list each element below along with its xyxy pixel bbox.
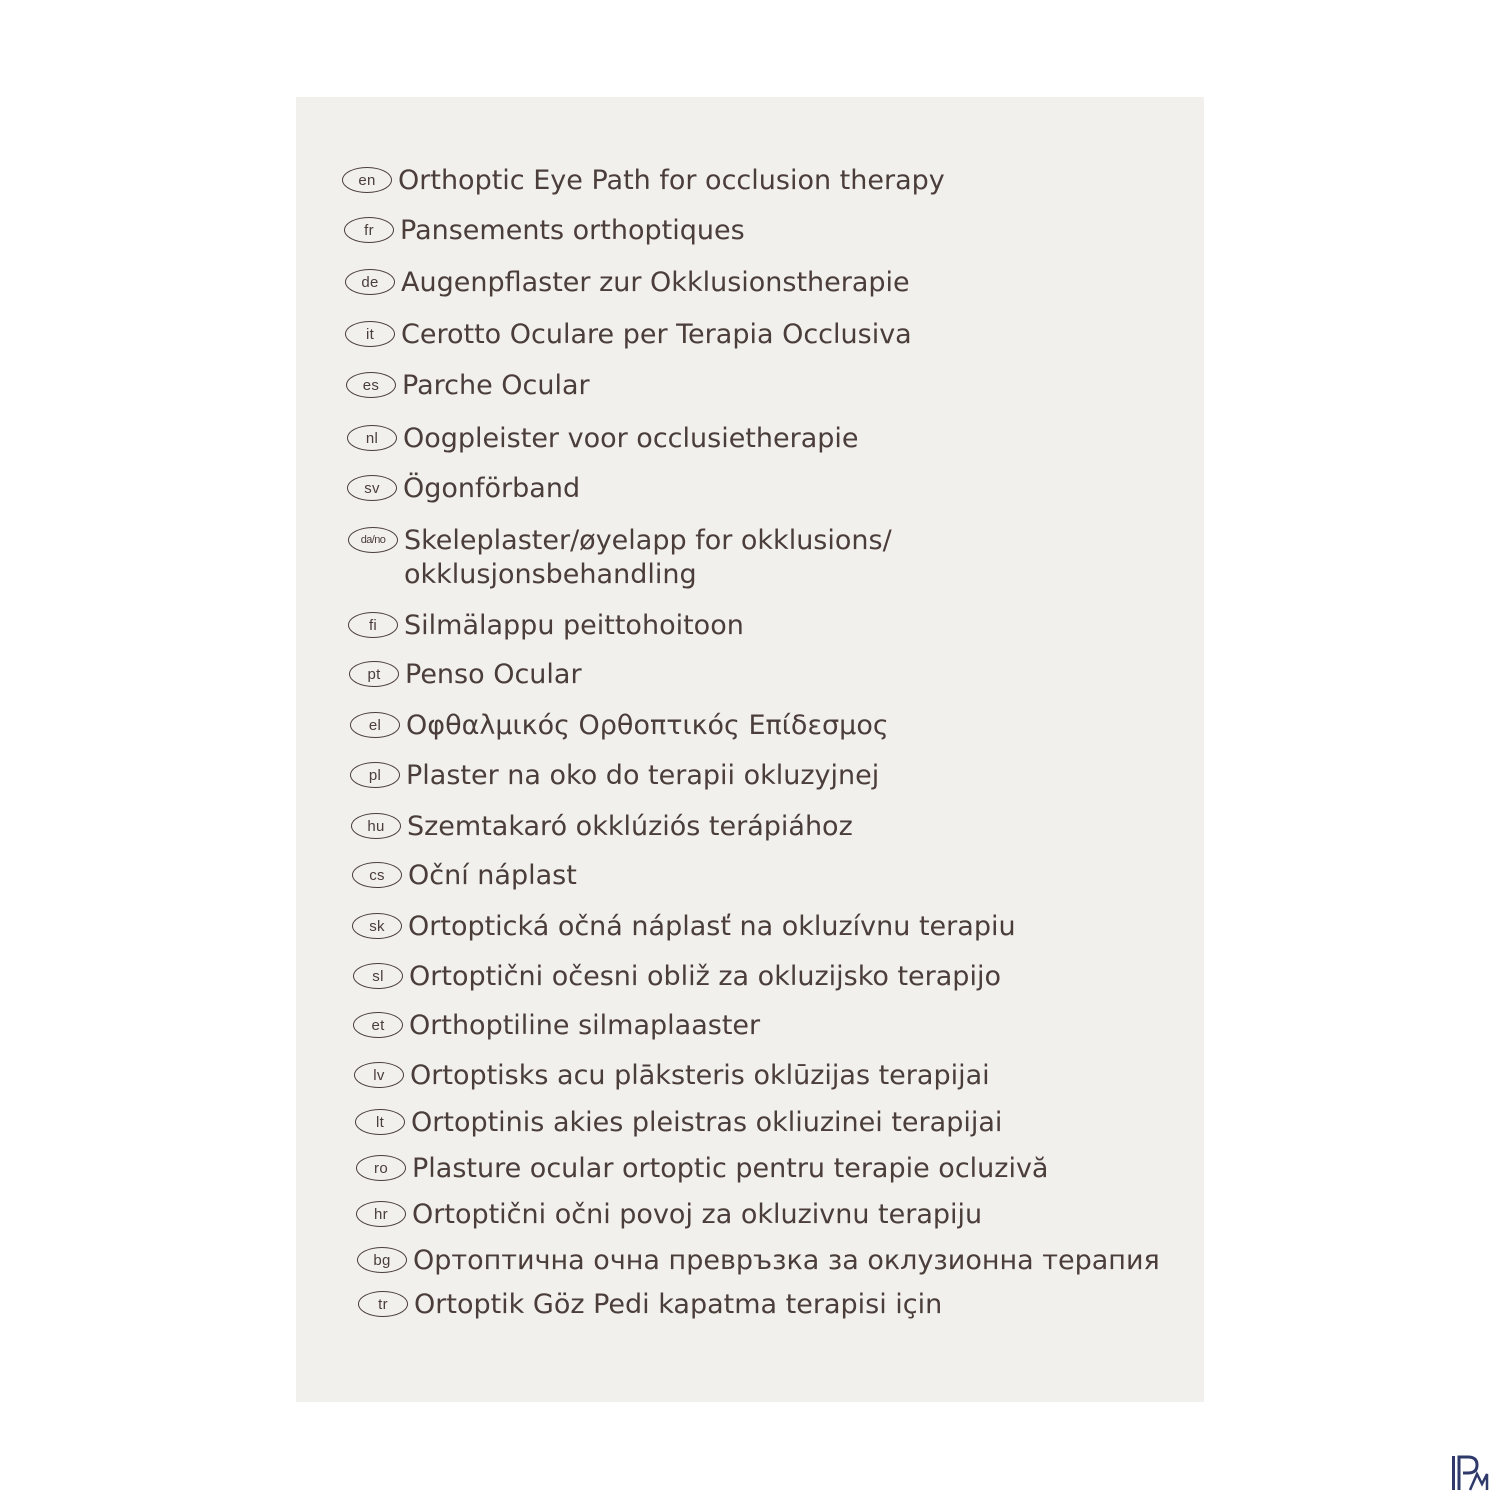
language-row-nl (347, 422, 859, 456)
language-text-el: Οφθαλμικός Ορθοπτικός Επίδεσμος (406, 710, 889, 741)
language-badge-da-no: da/no (348, 527, 398, 553)
language-text-nl: Oogpleister voor occlusietherapie (403, 423, 859, 454)
language-badge-nl: nl (347, 425, 397, 451)
language-text-lv: Ortoptisks acu plāksteris oklūzijas terapijai (410, 1060, 990, 1091)
language-text-pl: Plaster na oko do terapii okluzyjnej (406, 760, 880, 791)
ipm-logo-icon (1450, 1454, 1490, 1492)
language-text-sv: Ögonförband (403, 473, 581, 504)
language-badge-sk: sk (352, 913, 402, 939)
language-row-it (345, 318, 912, 352)
language-text-pt: Penso Ocular (405, 659, 582, 690)
language-badge-lv: lv (354, 1062, 404, 1088)
language-text-et: Orthoptiline silmaplaaster (409, 1010, 761, 1041)
language-badge-bg: bg (357, 1247, 407, 1273)
language-text-de: Augenpflaster zur Okklusionstherapie (401, 267, 910, 298)
language-badge-es: es (346, 372, 396, 398)
language-text-hu: Szemtakaró okklúziós terápiához (407, 811, 853, 842)
language-badge-et: et (353, 1012, 403, 1038)
language-badge-de: de (345, 269, 395, 295)
language-text-tr: Ortoptik Göz Pedi kapatma terapisi için (414, 1289, 943, 1320)
language-row-tr (358, 1288, 942, 1322)
language-row-de (345, 266, 910, 300)
language-badge-fr: fr (344, 217, 394, 243)
language-text-da-no: Skeleplaster/øyelapp for okklusions/ okklusjonsbehandling (404, 525, 892, 590)
language-row-hu (351, 810, 853, 844)
language-text-it: Cerotto Oculare per Terapia Occlusiva (401, 319, 912, 350)
language-text-fi: Silmälappu peittohoitoon (404, 610, 744, 641)
language-badge-pl: pl (350, 762, 400, 788)
language-text-en: Orthoptic Eye Path for occlusion therapy (398, 165, 945, 196)
language-row-sl (353, 960, 1001, 994)
language-badge-sl: sl (353, 963, 403, 989)
language-text-hr: Ortoptični očni povoj za okluzivnu terapiju (412, 1199, 983, 1230)
language-text-sk: Ortoptická očná náplasť na okluzívnu terapiu (408, 911, 1016, 942)
language-row-lt (355, 1106, 1002, 1140)
language-badge-sv: sv (347, 475, 397, 501)
language-text-lt: Ortoptinis akies pleistras okliuzinei terapijai (411, 1107, 1003, 1138)
language-text-bg: Ортоптична очна превръзка за оклузионна терапия (413, 1245, 1160, 1276)
language-badge-fi: fi (348, 612, 398, 638)
language-row-pl (350, 759, 879, 793)
language-text-fr: Pansements orthoptiques (400, 215, 745, 246)
language-row-bg (357, 1244, 1160, 1278)
language-row-ro (356, 1152, 1048, 1186)
language-row-fr (344, 214, 745, 248)
language-badge-hr: hr (356, 1201, 406, 1227)
language-badge-lt: lt (355, 1109, 405, 1135)
language-row-es (346, 369, 590, 403)
language-row-sk (352, 910, 1016, 944)
language-badge-pt: pt (349, 661, 399, 687)
language-row-et (353, 1009, 760, 1043)
language-row-en (342, 164, 945, 198)
language-row-sv (347, 472, 580, 506)
language-row-pt (349, 658, 582, 692)
language-badge-hu: hu (351, 813, 401, 839)
language-row-hr (356, 1198, 982, 1232)
language-badge-tr: tr (358, 1291, 408, 1317)
language-badge-cs: cs (352, 862, 402, 888)
language-row-lv (354, 1059, 990, 1093)
language-text-cs: Oční náplast (408, 860, 577, 891)
language-row-el (350, 709, 889, 743)
language-row-da-no (348, 524, 892, 592)
language-badge-en: en (342, 167, 392, 193)
language-badge-ro: ro (356, 1155, 406, 1181)
language-row-cs (352, 859, 577, 893)
label-card (296, 97, 1204, 1402)
language-text-ro: Plasture ocular ortoptic pentru terapie ocluzivă (412, 1153, 1049, 1184)
language-badge-it: it (345, 321, 395, 347)
language-row-fi (348, 609, 744, 643)
language-badge-el: el (350, 712, 400, 738)
language-text-sl: Ortoptični očesni obliž za okluzijsko terapijo (409, 961, 1001, 992)
language-text-es: Parche Ocular (402, 370, 590, 401)
